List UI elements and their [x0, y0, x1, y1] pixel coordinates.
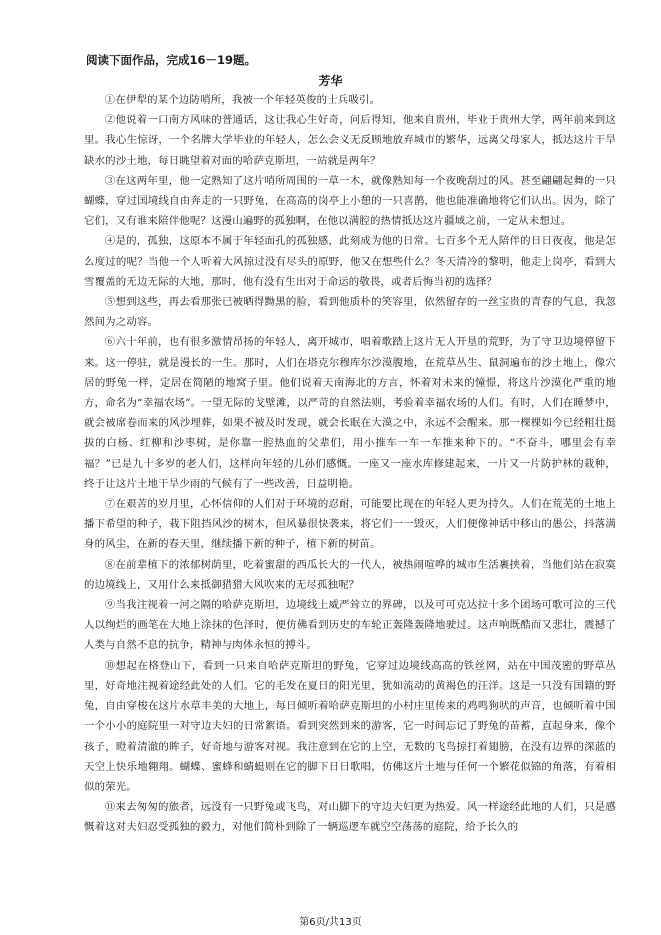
paragraph-1: ①在伊犁的某个边防哨所，我被一个年轻英俊的士兵吸引。 — [104, 94, 381, 106]
paragraph-11: ⑪来去匆匆的旅者，远没有一只野兔或飞鸟，对山脚下的守边夫妇更为热爱。风一样途经此地的人们，只是感慨着这对夫妇忍受孤独的毅力，对他们简朴到除了一辆巡逻车就空空荡荡的庭院，给予长久的 — [84, 801, 616, 834]
paragraph-7: ⑦在艰苦的岁月里，心怀信仰的人们对于环境的忍耐，可能要比现在的年轻人更为持久。人们在荒芜的土地上播下希望的种子，栽下阻挡风沙的树木，但风暴很快袭来，将它们一一毁灭，人们便像神话中移山的愚公，抖落满身的风尘，在新的春天里，继续播下新的种子，植下新的树苗。 — [84, 498, 616, 551]
paragraph-3: ③在这两年里，他一定熟知了这片哨所周围的一草一木，就像熟知每一个夜晚刮过的风。甚至翩翩起舞的一只蝴蝶，穿过国境线自由奔走的一只野兔，在高高的岗亭上小憩的一只喜鹊，他也能准确地将它们认出。因为，除了它们，又有谁来陪伴他呢？这漫山遍野的孤独啊，在他以满腔的热情抵达这片疆域之前，一定从未想过。 — [84, 174, 616, 228]
paragraph-5: ⑤想到这些，再去看那张已被晒得黝黑的脸，看到他质朴的笑容里，依然留存的一丝宝贵的青春的气息，我忽然间为之动容。 — [84, 296, 616, 329]
paragraph-10: ⑩想起在格登山下，看到一只来自哈萨克斯坦的野兔，它穿过边境线高高的铁丝网，站在中国茂密的野草丛里，好奇地注视着途经此处的人们。它的毛发在夏日的阳光里，犹如流动的黄褐色的汪洋。这是一只没有国籍的野兔，自由穿梭在这片水草丰美的大地上，每日倾听着哈萨克斯坦的小村庄里传来的鸡鸣狗吠的声音，也倾听着中国一个小小的庭院里一对守边夫妇的日常絮语。看到突然到来的游客，它一时间忘记了野兔的苗蓄，直起身来，像个孩子，瞪着清澈的眸子，好奇地与游客对视。我注意到在它的上空，无数的飞鸟掠打着翅膀，在没有边界的深蓝的天空上快乐地翱翔。蝴蝶、蜜蜂和蜻蜓则在它的脚下日日歌唱，仿佛这片土地与任何一个繁花似锦的角落，有着相似的荣光。 — [84, 659, 616, 793]
article-title: 芳华 — [318, 74, 343, 88]
paragraph-4: ④是的，孤独，这原本不属于年轻面孔的孤独感，此刻成为他的日常。七百多个无人陪伴的日日夜夜，他是怎么度过的呢？当他一个人听着大风掠过没有尽头的原野，他又在想些什么？冬天清冷的黎明，他走上岗亭，看到大雪覆盖的无边无际的大地，那时，他有没有生出对于命运的敬畏，或者后悔当初的选择？ — [84, 235, 616, 288]
paragraph-2: ②他说着一口南方风味的普通话，这让我心生好奇，问后得知，他来自贵州，毕业于贵州大学，两年前来到这里。我心生惊讶，一个名牌大学毕业的年轻人，怎么会义无反顾地放弃城市的繁华，远离父母家人，抵达这片干旱缺水的沙土地，每日眺望着对面的哈萨克斯坦，一站就是两年？ — [84, 114, 616, 167]
paragraph-8: ⑧在前辈植下的浓郁树荫里，吃着蜜甜的西瓜长大的一代人，被热闹喧哗的城市生活裹挟着，当他们站在寂寞的边境线上，又用什么来抵御猎猎大风吹来的无尽孤独呢？ — [84, 558, 616, 591]
article-body — [84, 90, 616, 838]
reading-instruction: 阅读下面作品，完成16－19题。 — [86, 53, 257, 67]
paragraph-9: ⑨当我注视着一河之隔的哈萨克斯坦，边境线上威严耸立的界碑，以及可可克达拉十多个团场可歌可泣的三代人以绚烂的画笔在大地上涂抹的色泽时，便仿佛看到历史的车轮正轰隆轰隆地驶过。这声响既酷而又悲壮，震撼了人类与自然不息的抗争，精神与肉体永恒的搏斗。 — [84, 599, 616, 652]
page-number: 第6页/共13页 — [299, 917, 362, 928]
paragraph-6: ⑥六十年前，也有很多激情昂扬的年轻人，离开城市，唱着歌踏上这片无人开垦的荒野，为了守卫边境停留下来。这一停驻，就是漫长的一生。那时，人们在塔克尔穆库尔沙漠腹地，在荒草丛生、鼠洞遍布的沙土地上，像穴居的野兔一样，定居在简陋的地窝子里。他们说着天南海北的方言，怀着对未来的憧憬，将这片沙漠化严重的地方，命名为“幸福农场”。一望无际的戈壁滩，以严苛的自然法则，考验着幸福农场的人们。有时，人们在睡梦中，就会被席卷而来的风沙埋葬，如果不被及时发现，就会长眠在大漠之中，永远不会醒来。那一棵棵如今已经粗壮挺拔的白杨、红柳和沙枣树，是你靠一腔热血的父辈们，用小推车一车一车推来种下的。“不奋斗，哪里会有幸福？”已是九十多岁的老人们，这样向年轻的儿孙们感慨。一座又一座水库修建起来，一片又一片防护林的栽种，终于让这片土地干旱少雨的气候有了一些改善，日益明艳。 — [84, 336, 616, 490]
